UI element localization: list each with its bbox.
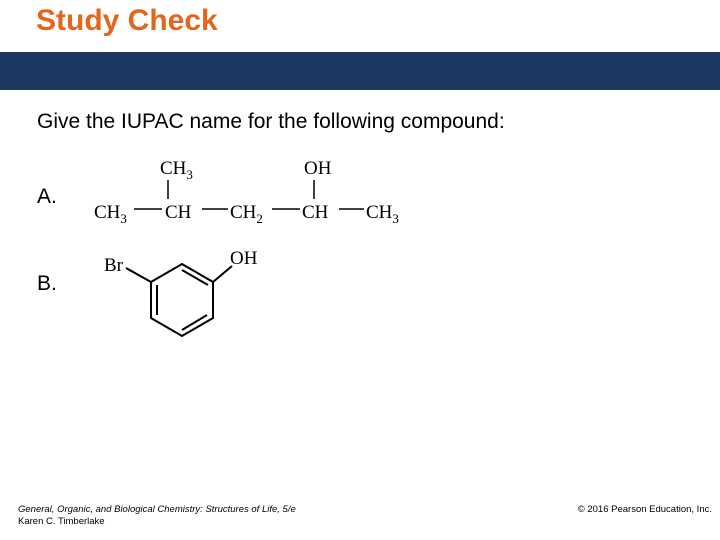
slide-title: Study Check: [36, 4, 218, 37]
bond-bromo: [126, 268, 151, 282]
chain-ch3-left: $CH_3$: [94, 202, 127, 226]
title-banner: [0, 52, 720, 90]
compound-a-structure: [90, 150, 410, 230]
footer-copyright: © 2016 Pearson Education, Inc.: [577, 504, 712, 515]
question-prompt: Give the IUPAC name for the following compound:: [37, 110, 505, 133]
bromo-substituent: Br: [104, 255, 123, 276]
benzene-ring: [151, 264, 213, 336]
hydroxyl-substituent-b: OH: [230, 248, 258, 269]
footer-edition: , 5/e: [277, 504, 296, 515]
chain-ch3-right: $CH_3$: [366, 202, 399, 226]
item-a-label: A.: [37, 185, 57, 208]
footer-book-title: General, Organic, and Biological Chemistry: Structures of Life: [18, 504, 278, 515]
chain-ch-4: CH: [302, 202, 329, 223]
chain-ch2: $CH_2$: [230, 202, 263, 226]
hydroxyl-substituent: OH: [304, 158, 332, 179]
methyl-substituent: $CH_3$: [160, 158, 193, 182]
item-b-label: B.: [37, 272, 57, 295]
compound-b-structure: [100, 244, 280, 344]
footer-citation: [18, 504, 296, 528]
chain-ch-2: CH: [165, 202, 192, 223]
footer-author: Karen C. Timberlake: [18, 516, 105, 527]
